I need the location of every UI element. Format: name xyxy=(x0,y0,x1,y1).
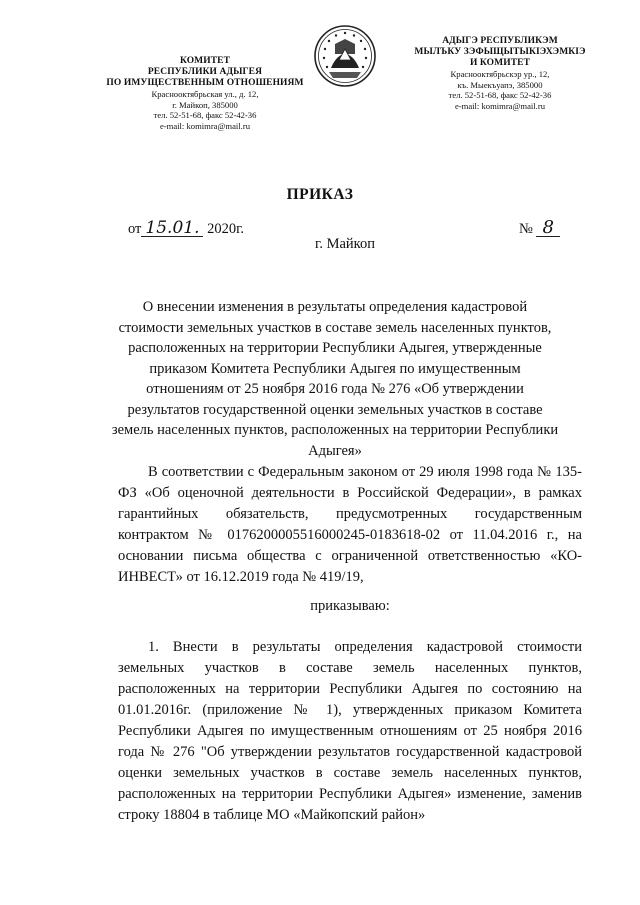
email-line: e-mail: komimra@mail.ru xyxy=(159,120,250,131)
address-adyghe-line2: къ. Мыекъуапэ, 385000 xyxy=(457,79,543,90)
header-right xyxy=(400,36,600,111)
committee-name-line3: ПО ИМУЩЕСТВЕННЫМ ОТНОШЕНИЯМ xyxy=(106,78,304,88)
committee-name-line1: КОМИТЕТ xyxy=(179,56,231,66)
order-word: приказываю: xyxy=(310,598,390,614)
address-line1: Краснооктябрьская ул., д. 12, xyxy=(151,89,259,99)
document-title: ПРИКАЗ xyxy=(286,186,354,203)
phone-adyghe-line: тел. 52-51-68, факс 52-42-36 xyxy=(448,90,552,100)
committee-name-adyghe-line3: И КОМИТЕТ xyxy=(469,58,531,68)
number-sign: № xyxy=(519,221,533,237)
address-line2: г. Майкоп, 385000 xyxy=(172,99,238,110)
clause-1-paragraph: 1. Внести в результаты определения кадастровой стоимости земельных участков в составе земель населенных пунктов, расположенных на территории Республики Адыгея по состоянию на 01.01.2016г. (приложение № 1), утвержденных приказом Комитета Республики Адыгея по имущественным отношениям от 25 ноября 2016 года № 276 "Об утверждении результатов государственной кадастровой оценки земельных участков в составе земель населенных пунктов, расположенных на территории Республики Адыгея» изменение, заменив строку 18804 в таблице МО «Майкопский район» xyxy=(118,639,582,823)
order-subject: О внесении изменения в результаты определения кадастровой стоимости земельных участков в составе земель населенных пунктов, расположенных на территории Республики Адыгея, утвержденные приказом Комитета Республики Адыгея по имущественным отношениям от 25 ноября 2016 года № 276 «Об утверждении результатов государственной оценки земельных участков в составе земель населенных пунктов, расположенных на территории Республики Адыгея» xyxy=(111,299,559,459)
email-adyghe-line: e-mail: komimra@mail.ru xyxy=(454,100,545,111)
committee-name-adyghe-line2: МЫЛЪКУ ЗЭФЫЩЫТЫКІЭХЭМКІЭ xyxy=(414,47,586,57)
phone-line: тел. 52-51-68, факс 52-42-36 xyxy=(153,110,257,120)
address-adyghe-line1: Краснооктябрьскэр ур., 12, xyxy=(450,69,550,79)
handwritten-date: 15.01. xyxy=(141,220,203,237)
header-left xyxy=(105,56,305,131)
date-year: 2020г. xyxy=(207,221,245,237)
date-prefix: от xyxy=(128,221,142,237)
committee-name-adyghe-line1: АДЫГЭ РЕСПУБЛИКЭМ xyxy=(442,36,558,46)
handwritten-number: 8 xyxy=(536,220,559,237)
city-name: г. Майкоп xyxy=(315,236,375,252)
republic-emblem-icon xyxy=(313,24,377,88)
preamble-paragraph: В соответствии с Федеральным законом от 29 июля 1998 года № 135-ФЗ «Об оценочной деятельности в Российской Федерации», в рамках гарантийных обязательств, предусмотренных государственным контрактом № 0176200005516000245-0183618-02 от 11.04.2016 г., на основании письма общества с ограниченной ответственностью «КО-ИНВЕСТ» от 16.12.2019 года № 419/19, xyxy=(118,464,582,585)
committee-name-line2: РЕСПУБЛИКИ АДЫГЕЯ xyxy=(147,67,263,77)
